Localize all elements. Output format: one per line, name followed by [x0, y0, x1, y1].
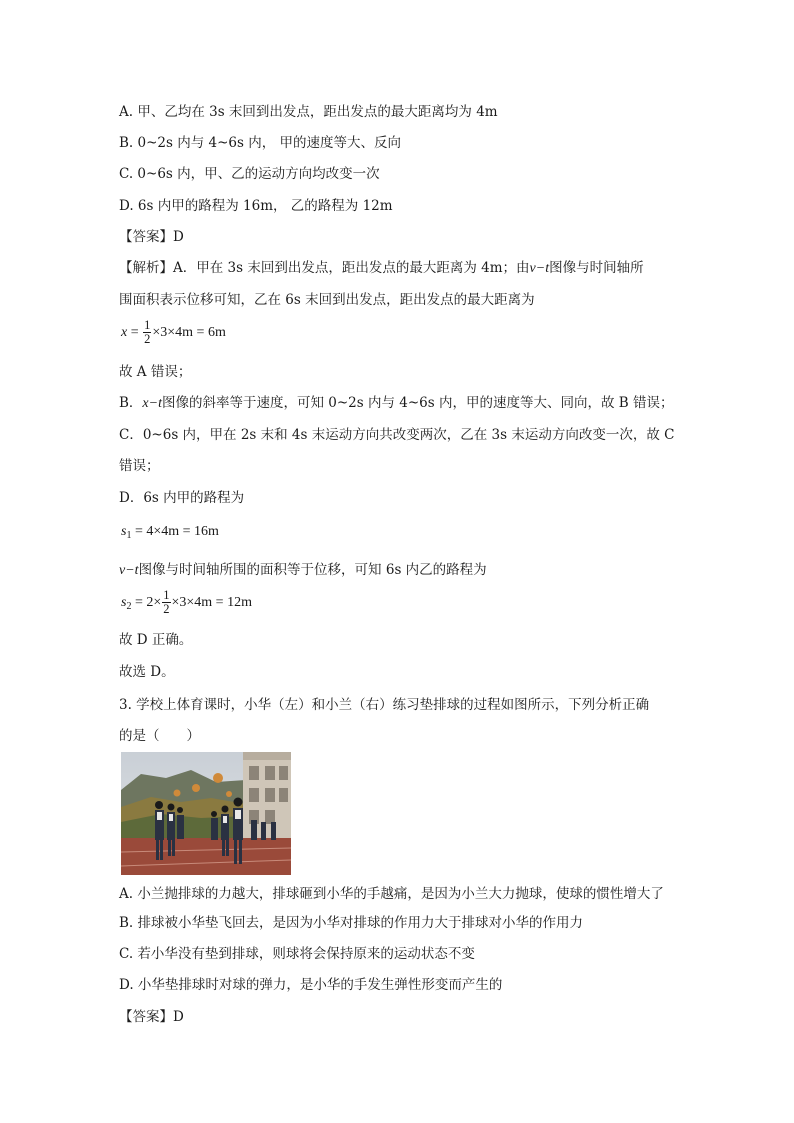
fraction: $\frac{1}{2}$ — [163, 588, 170, 617]
analysis-line-1 — [119, 258, 644, 279]
option-a: A. 甲、乙均在 3s 末回到出发点，距出发点的最大距离均为 4m — [119, 104, 498, 120]
question-3-line-1: 3. 学校上体育课时，小华（左）和小兰（右）练习垫排球的过程如图所示，下列分析正确 — [119, 697, 650, 713]
answer-tag: 【答案】 — [119, 1009, 173, 1025]
xt-variable: x−t — [142, 396, 162, 411]
eq-rest: = 2× — [134, 595, 162, 610]
eq-rest: ×3×4m = 12m — [171, 595, 252, 610]
analysis-text: 图像与时间轴所 — [549, 260, 644, 276]
analysis-line-10: 故选 D。 — [119, 664, 175, 680]
q3-option-a: A. 小兰抛排球的力越大，排球砸到小华的手越痛，是因为小兰大力抛球，使球的惯性增大了 — [119, 886, 664, 902]
q3-option-b: B. 排球被小华垫飞回去，是因为小华对排球的作用力大于排球对小华的作用力 — [119, 915, 584, 931]
eq-subscript: 1 — [126, 530, 132, 541]
answer-tag: 【答案】 — [119, 229, 173, 245]
analysis-tag: 【解析】 — [119, 260, 173, 276]
answer-value: D — [173, 1009, 184, 1025]
analysis-line-3: 故 A 错误； — [119, 364, 192, 380]
eq-rest: = 4×4m = 16m — [134, 524, 219, 539]
analysis-text: 图像与时间轴所围的面积等于位移，可知 6s 内乙的路程为 — [138, 562, 487, 578]
analysis-line-6: 错误； — [119, 458, 160, 474]
answer-line-q3 — [119, 1007, 184, 1027]
q3-option-c: C. 若小华没有垫到排球，则球将会保持原来的运动状态不变 — [119, 946, 475, 962]
analysis-line-9: 故 D 正确。 — [119, 632, 193, 648]
eq-variable: s — [121, 595, 127, 610]
option-b: B. 0~2s 内与 4~6s 内， 甲的速度等大、反向 — [119, 135, 402, 151]
volleyball-practice-photo — [121, 752, 291, 875]
equation-x: x = $\frac{1}{2}$ ×3×4m = 6m — [121, 318, 226, 347]
eq-rest: ×3×4m = 6m — [152, 325, 226, 340]
q3-option-d: D. 小华垫排球时对球的弹力，是小华的手发生弹性形变而产生的 — [119, 977, 503, 993]
vt-variable: v−t — [529, 261, 550, 276]
equation-s1 — [121, 522, 219, 546]
fraction: $\frac{1}{2}$ — [144, 318, 151, 347]
analysis-line-8 — [119, 560, 487, 581]
question-3-line-2: 的是（ ） — [119, 728, 200, 744]
answer-value: D — [173, 229, 184, 245]
eq-subscript: 2 — [126, 601, 132, 612]
analysis-line-4 — [119, 393, 674, 414]
vt-variable: v−t — [119, 563, 139, 578]
analysis-line-2: 围面积表示位移可知，乙在 6s 末回到出发点，距出发点的最大距离为 — [119, 292, 535, 308]
analysis-text: 图像的斜率等于速度，可知 0~2s 内与 4~6s 内，甲的速度等大、同向，故 B 错误； — [161, 395, 674, 411]
analysis-text: B． — [119, 395, 143, 411]
analysis-line-7: D．6s 内甲的路程为 — [119, 490, 245, 506]
equation-s2 — [121, 588, 252, 622]
analysis-text: A．甲在 3s 末回到出发点，距出发点的最大距离为 4m；由 — [173, 260, 530, 276]
analysis-line-5: C．0~6s 内，甲在 2s 末和 4s 末运动方向共改变两次，乙在 3s 末运动方向改变一次，故 C — [119, 427, 675, 443]
option-d: D. 6s 内甲的路程为 16m， 乙的路程为 12m — [119, 198, 393, 214]
option-c: C. 0~6s 内，甲、乙的运动方向均改变一次 — [119, 166, 380, 182]
eq-variable: s — [121, 524, 127, 539]
answer-line — [119, 227, 184, 247]
eq-variable: x — [121, 325, 128, 340]
